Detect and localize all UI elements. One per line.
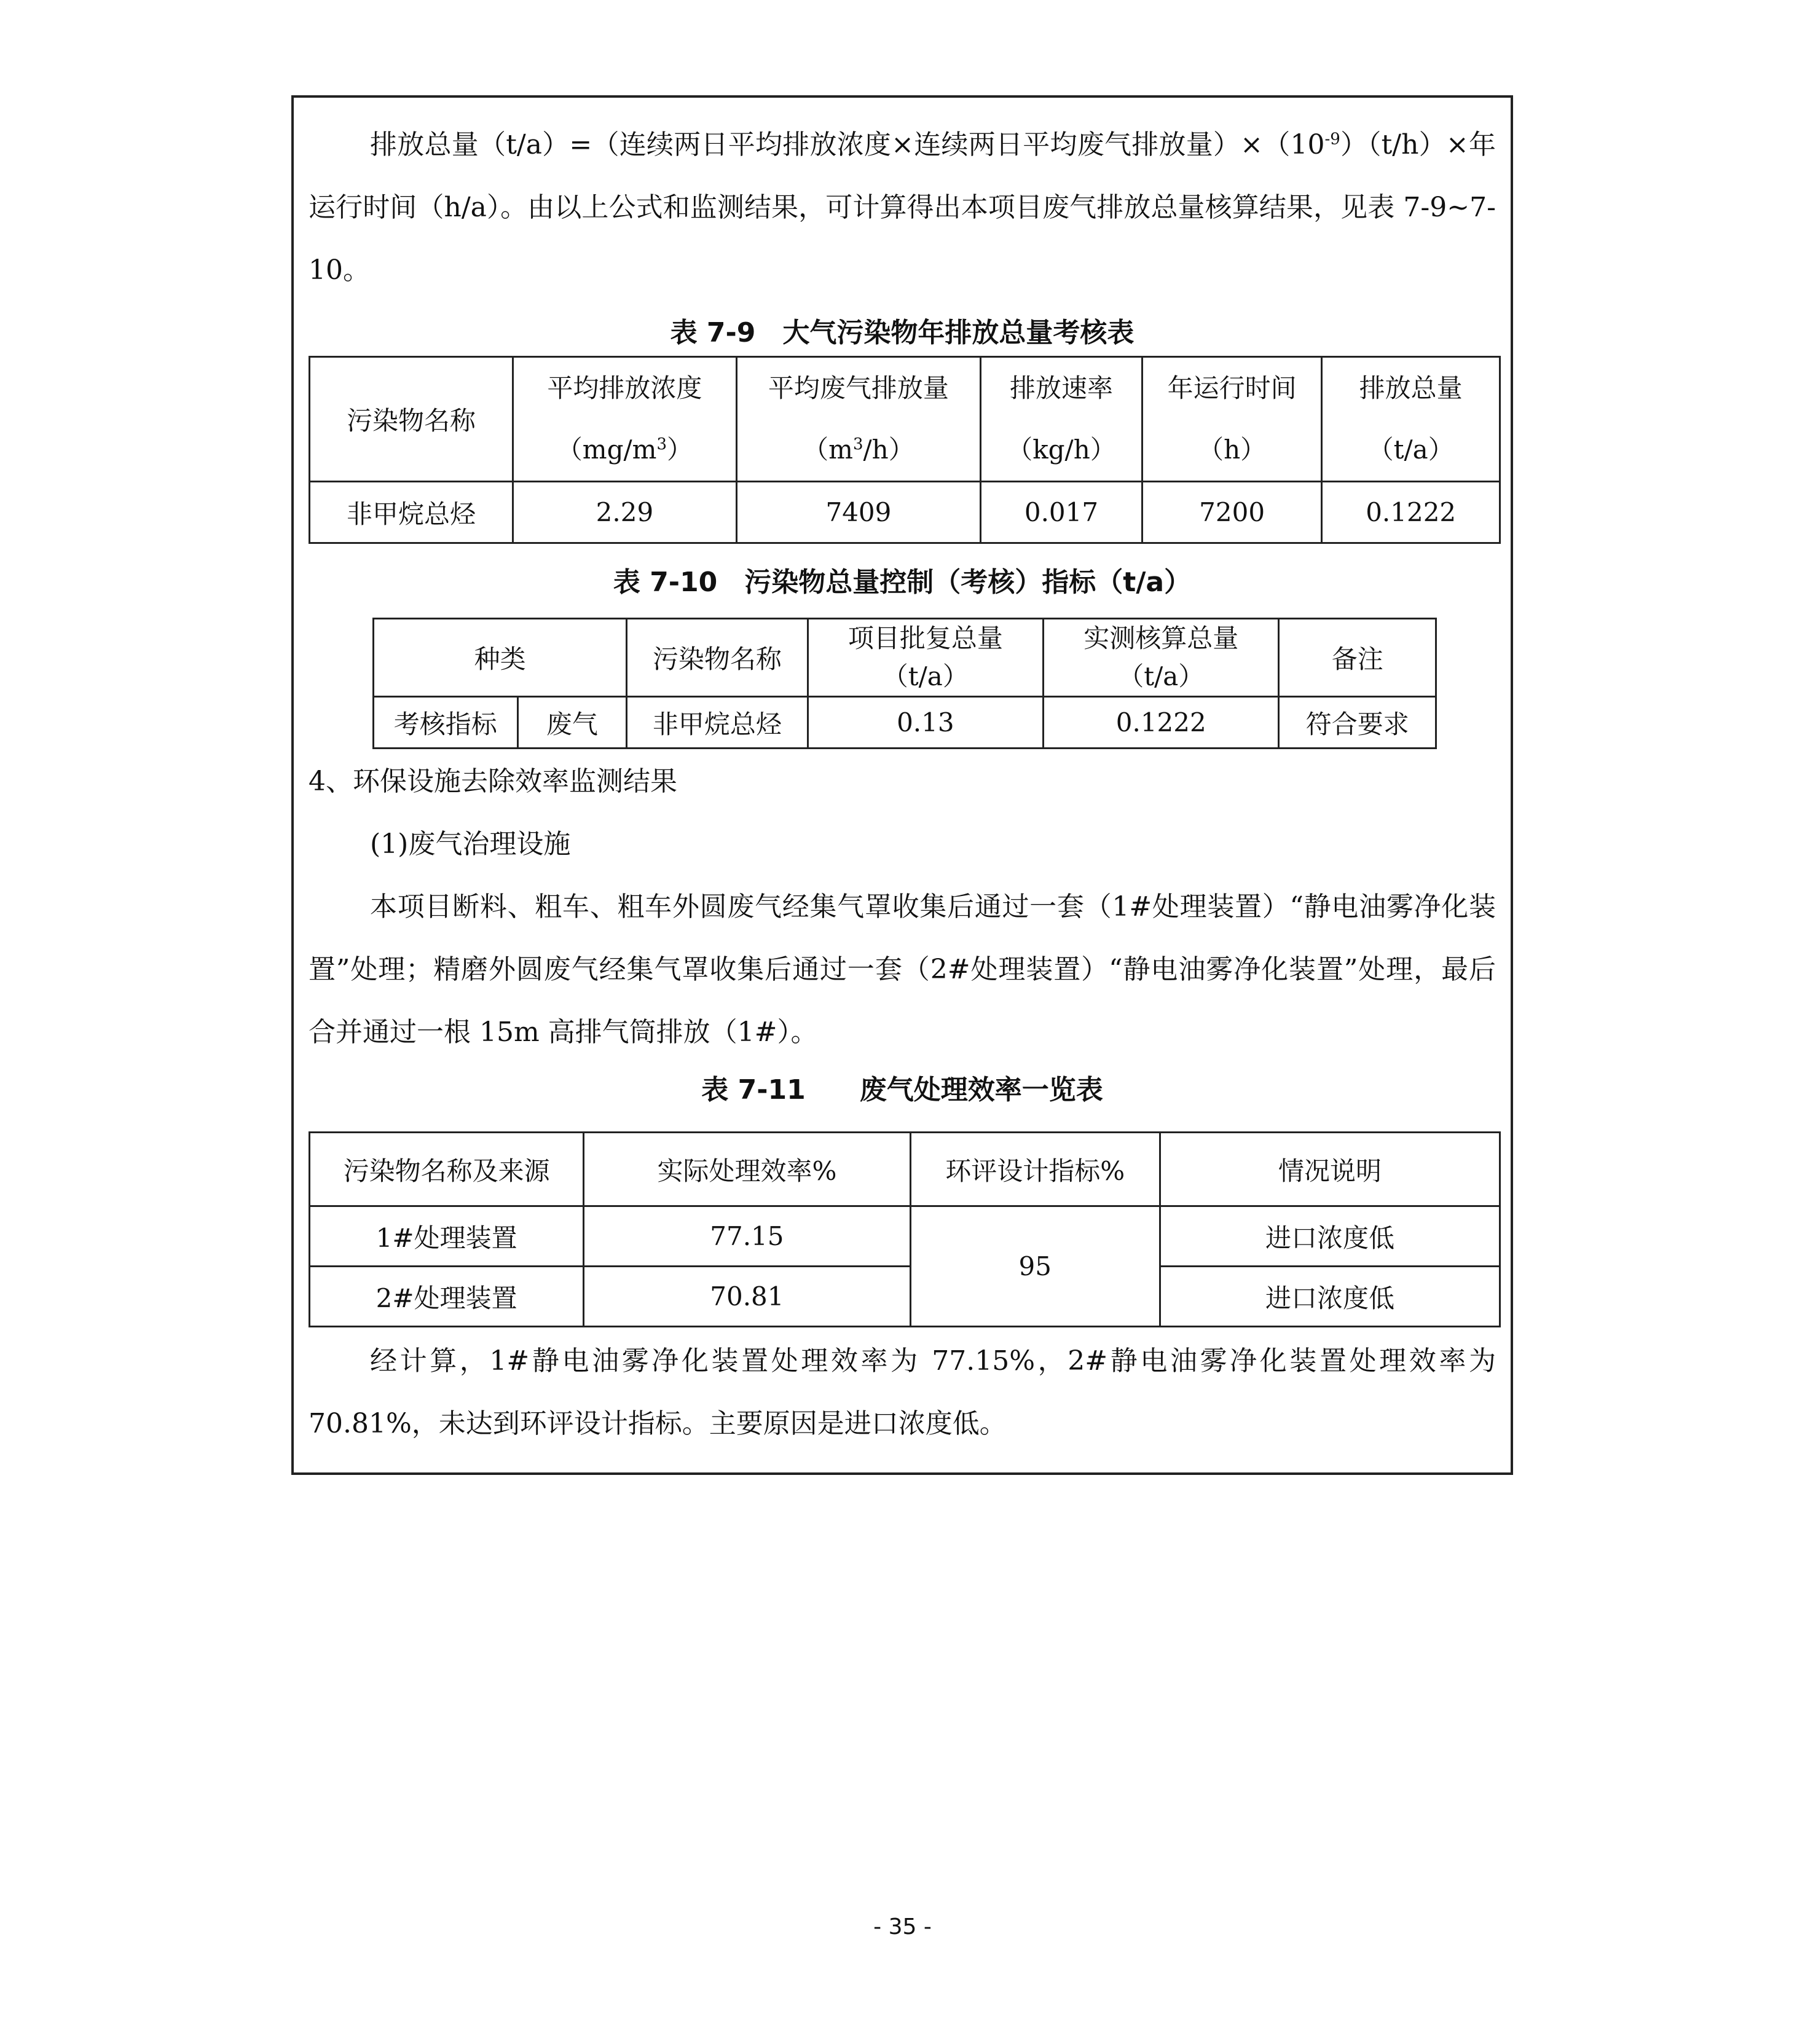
table-cell: 符合要求 bbox=[1279, 697, 1436, 749]
table-cell: 2#处理装置 bbox=[310, 1267, 584, 1327]
header-cell: 项目批复总量 （t/a） bbox=[808, 619, 1043, 697]
table-cell: 0.13 bbox=[808, 697, 1043, 749]
table-cell: 0.1222 bbox=[1322, 482, 1500, 543]
header-cell: 种类 bbox=[374, 619, 627, 697]
section-heading: 4、环保设施去除效率监测结果 bbox=[309, 766, 677, 797]
table-7-11 bbox=[309, 1131, 1501, 1327]
header-cell: 平均排放浓度 $(mg/m^3)$ bbox=[513, 357, 737, 482]
header-cell: 备注 bbox=[1279, 619, 1436, 697]
header-cell: 年运行时间 （h） bbox=[1142, 357, 1321, 482]
header-cell: 情况说明 bbox=[1160, 1133, 1500, 1206]
table-row bbox=[310, 482, 1500, 543]
table-header-row bbox=[310, 1133, 1500, 1206]
table-cell: 废气 bbox=[517, 697, 627, 749]
table710-caption: 表 7-10 污染物总量控制（考核）指标（t/a） bbox=[613, 567, 1192, 598]
table-cell: 考核指标 bbox=[374, 697, 518, 749]
content-frame bbox=[291, 95, 1513, 1475]
content bbox=[309, 114, 1496, 1455]
table-cell: 77.15 bbox=[584, 1206, 910, 1267]
header-cell: 污染物名称 bbox=[310, 357, 513, 482]
table-7-10 bbox=[372, 618, 1437, 749]
table-cell: 0.017 bbox=[981, 482, 1142, 543]
table-header-row bbox=[310, 357, 1500, 482]
header-cell: 实测核算总量 （t/a） bbox=[1044, 619, 1279, 697]
header-cell: 环评设计指标% bbox=[910, 1133, 1160, 1206]
intro-paragraph bbox=[309, 114, 1496, 302]
table-cell: 2.29 bbox=[513, 482, 737, 543]
table-cell: 1#处理装置 bbox=[310, 1206, 584, 1267]
table-cell-design: 95 bbox=[910, 1206, 1160, 1327]
table-cell: 0.1222 bbox=[1044, 697, 1279, 749]
conclusion-paragraph: 经计算，1#静电油雾净化装置处理效率为 77.15%，2#静电油雾净化装置处理效率为 70.81%，未达到环评设计指标。主要原因是进口浓度低。 bbox=[309, 1345, 1496, 1439]
table-cell: 非甲烷总烃 bbox=[310, 482, 513, 543]
page-number: - 35 - bbox=[873, 1914, 932, 1940]
table-cell: 进口浓度低 bbox=[1160, 1206, 1500, 1267]
header-cell: 污染物名称及来源 bbox=[310, 1133, 584, 1206]
table-header-row bbox=[374, 619, 1436, 697]
header-cell: 平均废气排放量 $(m^3/h)$ bbox=[736, 357, 980, 482]
table-cell: 进口浓度低 bbox=[1160, 1267, 1500, 1327]
section-body: 本项目断料、粗车、粗车外圆废气经集气罩收集后通过一套（1#处理装置）“静电油雾净化装置”处理；精磨外圆废气经集气罩收集后通过一套（2#处理装置）“静电油雾净化装置”处理，最后合并通过一根 15m 高排气筒排放（1#）。 bbox=[309, 891, 1496, 1048]
table-cell: 7409 bbox=[736, 482, 980, 543]
table-row bbox=[374, 697, 1436, 749]
header-cell: 排放速率 （kg/h） bbox=[981, 357, 1142, 482]
intro-text-tail: ）（t/h）×年运行时间（h/a）。由以上公式和监测结果，可计算得出本项目废气排放总量核算结果，见表 7-9~7-10。 bbox=[309, 129, 1496, 286]
table-row bbox=[310, 1267, 1500, 1327]
header-cell: 实际处理效率% bbox=[584, 1133, 910, 1206]
table-row bbox=[310, 1206, 1500, 1267]
table-7-9 bbox=[309, 356, 1501, 544]
table-cell: 非甲烷总烃 bbox=[627, 697, 808, 749]
intro-text: 排放总量（t/a）=（连续两日平均排放浓度×连续两日平均废气排放量）×（10 bbox=[370, 129, 1325, 160]
table-cell: 7200 bbox=[1142, 482, 1321, 543]
header-cell: 污染物名称 bbox=[627, 619, 808, 697]
table79-caption: 表 7-9 大气污染物年排放总量考核表 bbox=[670, 317, 1135, 348]
table-cell: 70.81 bbox=[584, 1267, 910, 1327]
section-subheading: (1)废气治理设施 bbox=[370, 828, 571, 860]
header-cell: 排放总量 （t/a） bbox=[1322, 357, 1500, 482]
intro-exponent: -9 bbox=[1324, 130, 1340, 149]
table711-caption: 表 7-11 废气处理效率一览表 bbox=[701, 1074, 1103, 1106]
